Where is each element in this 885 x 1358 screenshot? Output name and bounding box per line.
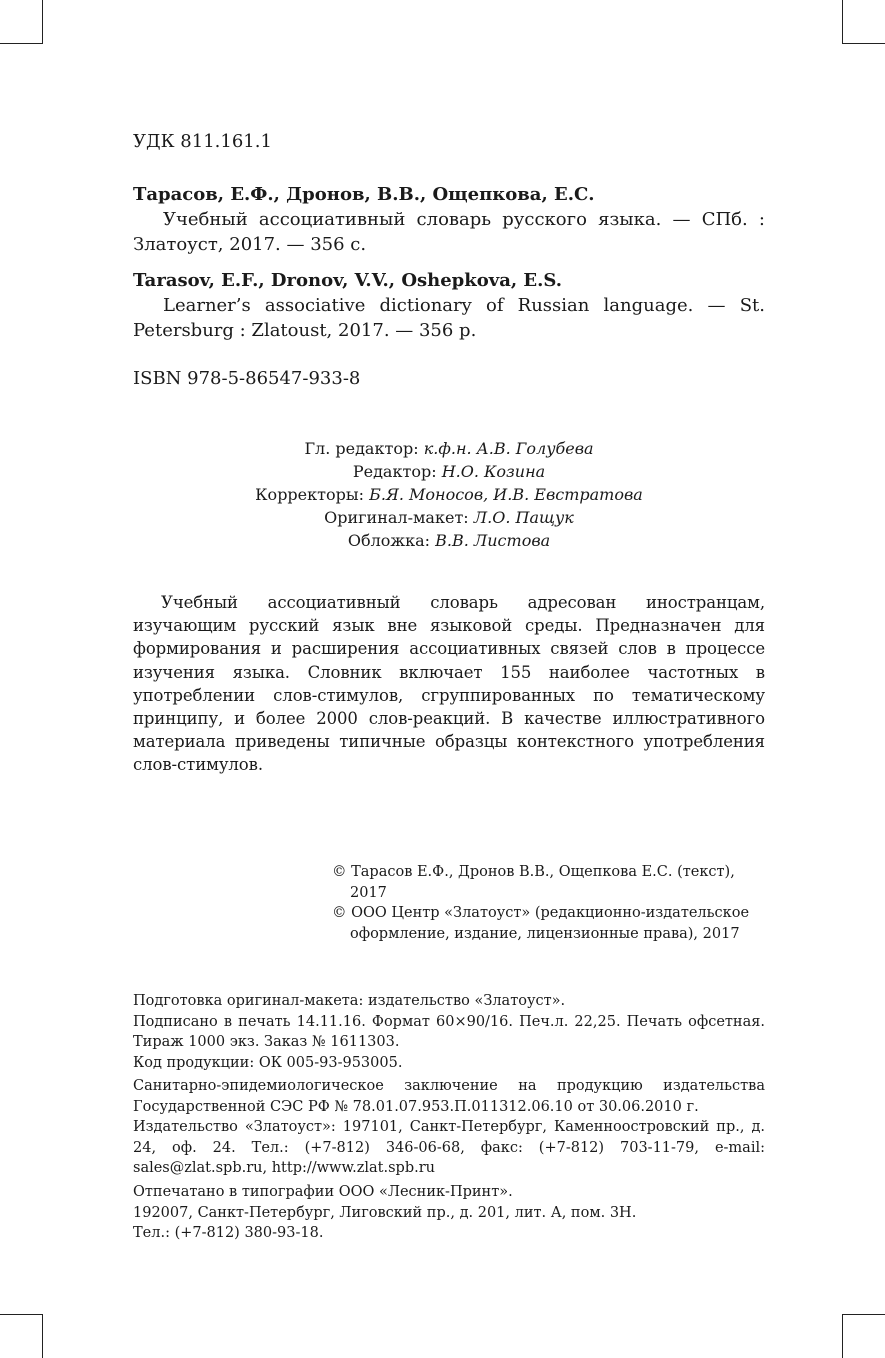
credit-role: Корректоры:: [255, 485, 364, 504]
imprint-printed: Отпечатано в типографии ООО «Лесник-Принт».: [133, 1184, 513, 1200]
description-en: Learner’s associative dictionary of Russian language. — St. Petersburg : Zlatoust, 2017. — 356 p.: [133, 295, 765, 341]
imprint-sanitary: Санитарно-эпидемиологическое заключение на продукцию издательства Государственной СЭС РФ № 78.01.07.953.П.011312.06.10 от 30.06.2010 г.: [133, 1078, 765, 1115]
imprint-product-code: Код продукции: ОК 005-93-953005.: [133, 1054, 403, 1071]
bibliographic-entry-ru: [133, 182, 765, 257]
crop-mark-top-left: [0, 43, 42, 44]
crop-mark-top-right: [843, 43, 885, 44]
crop-mark-bottom-right: [843, 1314, 885, 1315]
abstract: Учебный ассоциативный словарь адресован иностранцам, изучающим русский язык вне языковой среды. Предназначен для формирования и расширения ассоциативных связей слов в процессе изучения языка. Словник включает 155 наиболее частотных в употреблении слов-стимулов, сгруппированных по тематическому принципу, и более 2000 слов-реакций. В качестве иллюстративного материала приведены типичные образцы контекстного употребления слов-стимулов.: [133, 593, 765, 775]
copyright-notice: [332, 862, 766, 944]
isbn: ISBN 978-5-86547-933-8: [133, 368, 361, 389]
copyright-text: © Тарасов Е.Ф., Дронов В.В., Ощепкова Е.С. (текст), 2017: [332, 864, 735, 901]
credit-name: Б.Я. Моносов, И.В. Евстратова: [369, 485, 643, 504]
imprint-print-info: [133, 991, 765, 1073]
credit-role: Оригинал-макет:: [324, 508, 469, 527]
crop-mark-bottom-left: [42, 1314, 43, 1358]
credit-role: Гл. редактор:: [304, 439, 419, 458]
credit-name: Л.О. Пащук: [473, 508, 574, 527]
imprint-publisher: Издательство «Златоуст»: 197101, Санкт-Петербург, Каменноостровский пр., д. 24, оф. 24. Тел.: (+7-812) 346-06-68, факс: (+7-812) 703-11-79, e-mail: sales@zlat.spb.ru, http://www.zlat.spb.ru: [133, 1119, 765, 1176]
imprint-printer-address: 192007, Санкт-Петербург, Лиговский пр., д. 201, лит. А, пом. 3Н.: [133, 1204, 637, 1221]
credit-line: [133, 460, 765, 483]
imprint-printer-info: [133, 1182, 765, 1244]
crop-mark-bottom-left: [0, 1314, 42, 1315]
credit-name: Н.О. Козина: [441, 462, 546, 481]
imprint-printer-phone: Тел.: (+7-812) 380-93-18.: [133, 1225, 324, 1241]
crop-mark-top-left: [42, 0, 43, 44]
credit-line: [133, 437, 765, 460]
credits-list: [133, 437, 765, 552]
credit-name: В.В. Листова: [435, 531, 551, 550]
authors-en: Tarasov, E.F., Dronov, V.V., Oshepkova, E.S.: [133, 270, 563, 291]
credit-role: Редактор:: [352, 462, 437, 481]
bibliographic-entry-en: [133, 268, 765, 343]
credit-line: [133, 506, 765, 529]
credit-name: к.ф.н. А.В. Голубева: [423, 439, 594, 458]
authors-ru: Тарасов, Е.Ф., Дронов, В.В., Ощепкова, Е.С.: [133, 184, 595, 205]
credit-line: [133, 529, 765, 552]
crop-mark-top-right: [842, 0, 843, 44]
imprint-preparation: Подготовка оригинал-макета: издательство «Златоуст».: [133, 993, 566, 1009]
copyright-publisher: © ООО Центр «Златоуст» (редакционно-издательское оформление, издание, лицензионные права), 2017: [332, 905, 750, 942]
credit-line: [133, 483, 765, 506]
crop-mark-bottom-right: [842, 1314, 843, 1358]
description-ru: Учебный ассоциативный словарь русского языка. — СПб. : Златоуст, 2017. — 356 с.: [133, 209, 765, 255]
imprint-signed: Подписано в печать 14.11.16. Формат 60×90/16. Печ.л. 22,25. Печать офсетная. Тираж 1000 экз. Заказ № 1611303.: [133, 1013, 765, 1050]
udk-code: УДК 811.161.1: [133, 131, 272, 152]
credit-role: Обложка:: [347, 531, 431, 550]
imprint-publisher-info: [133, 1076, 765, 1179]
